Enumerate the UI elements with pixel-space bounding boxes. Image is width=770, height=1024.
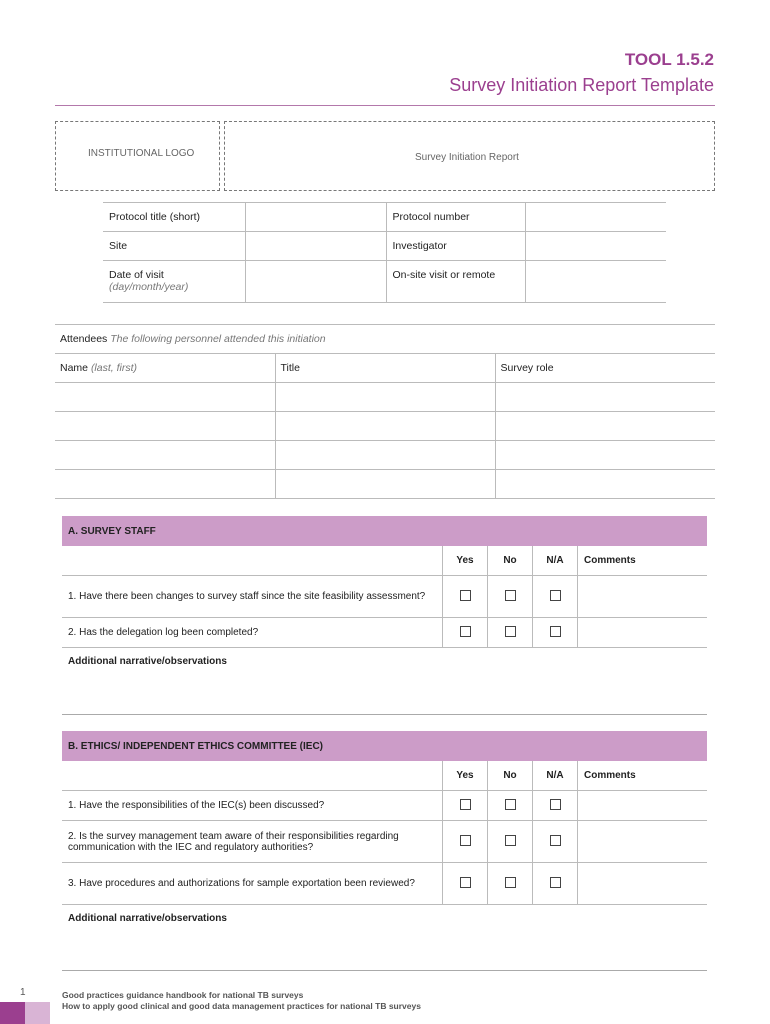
attendee-role-field[interactable] xyxy=(495,470,715,499)
comments-field[interactable] xyxy=(578,618,708,648)
na-checkbox[interactable] xyxy=(550,877,561,888)
section-b-narrative-label: Additional narrative/observations xyxy=(68,913,227,924)
question-text: 2. Has the delegation log been completed? xyxy=(62,618,443,648)
attendee-row xyxy=(55,412,715,441)
na-column-header: N/A xyxy=(533,761,578,791)
investigator-label: Investigator xyxy=(386,232,525,261)
yes-checkbox[interactable] xyxy=(460,590,471,601)
role-column-header: Survey role xyxy=(495,354,715,383)
no-checkbox[interactable] xyxy=(505,877,516,888)
protocol-table xyxy=(103,202,666,303)
attendee-row xyxy=(55,383,715,412)
report-title-box xyxy=(224,121,715,191)
attendee-role-field[interactable] xyxy=(495,441,715,470)
attendee-role-field[interactable] xyxy=(495,412,715,441)
footer-accent-light xyxy=(25,1002,50,1024)
section-a-title: A. SURVEY STAFF xyxy=(68,526,156,537)
attendee-row xyxy=(55,470,715,499)
no-column-header: No xyxy=(488,761,533,791)
protocol-number-label: Protocol number xyxy=(386,203,525,232)
question-row xyxy=(62,821,707,863)
tool-number: TOOL 1.5.2 xyxy=(624,50,714,69)
yes-checkbox[interactable] xyxy=(460,835,471,846)
protocol-title-label: Protocol title (short) xyxy=(103,203,245,232)
investigator-field[interactable] xyxy=(525,232,666,261)
attendee-title-field[interactable] xyxy=(275,470,495,499)
attendees-label: Attendees xyxy=(60,333,108,345)
header-divider xyxy=(55,105,715,106)
date-of-visit-label: Date of visit xyxy=(109,269,164,281)
attendee-name-field[interactable] xyxy=(55,412,275,441)
yes-checkbox[interactable] xyxy=(460,799,471,810)
question-column-header xyxy=(62,761,443,791)
page-number: 1 xyxy=(20,987,26,998)
question-text: 1. Have there been changes to survey staff since the site feasibility assessment? xyxy=(62,576,443,618)
attendee-title-field[interactable] xyxy=(275,383,495,412)
question-row xyxy=(62,576,707,618)
yes-checkbox[interactable] xyxy=(460,626,471,637)
document-title: Survey Initiation Report Template xyxy=(449,75,714,95)
section-a-narrative-rule xyxy=(62,714,707,715)
attendee-row xyxy=(55,441,715,470)
protocol-number-field[interactable] xyxy=(525,203,666,232)
section-b-title: B. ETHICS/ INDEPENDENT ETHICS COMMITTEE (IEC) xyxy=(68,741,324,752)
question-text: 3. Have procedures and authorizations for sample exportation been reviewed? xyxy=(62,863,443,905)
na-checkbox[interactable] xyxy=(550,799,561,810)
footer-line-2: How to apply good clinical and good data management practices for national TB surveys xyxy=(62,1001,421,1011)
section-a-header xyxy=(62,516,707,546)
na-column-header: N/A xyxy=(533,546,578,576)
no-checkbox[interactable] xyxy=(505,799,516,810)
question-row xyxy=(62,863,707,905)
no-checkbox[interactable] xyxy=(505,835,516,846)
attendee-title-field[interactable] xyxy=(275,412,495,441)
question-text: 1. Have the responsibilities of the IEC(s) been discussed? xyxy=(62,791,443,821)
report-title-text: Survey Initiation Report xyxy=(415,152,519,163)
no-checkbox[interactable] xyxy=(505,626,516,637)
question-column-header xyxy=(62,546,443,576)
yes-column-header: Yes xyxy=(443,761,488,791)
footer-divider xyxy=(62,970,707,971)
attendees-note: The following personnel attended this initiation xyxy=(110,333,326,345)
title-column-header: Title xyxy=(275,354,495,383)
yes-checkbox[interactable] xyxy=(460,877,471,888)
date-format-hint: (day/month/year) xyxy=(109,281,189,293)
question-text: 2. Is the survey management team aware of their responsibilities regarding communication with the IEC and regulatory authorities? xyxy=(62,821,443,863)
question-row xyxy=(62,618,707,648)
name-header-label: Name xyxy=(60,362,89,374)
question-row xyxy=(62,791,707,821)
site-field[interactable] xyxy=(245,232,386,261)
comments-field[interactable] xyxy=(578,791,708,821)
logo-placeholder-text: INSTITUTIONAL LOGO xyxy=(88,148,195,159)
onsite-label: On-site visit or remote xyxy=(386,261,525,303)
attendee-name-field[interactable] xyxy=(55,441,275,470)
comments-field[interactable] xyxy=(578,821,708,863)
comments-column-header: Comments xyxy=(578,761,708,791)
no-column-header: No xyxy=(488,546,533,576)
attendee-role-field[interactable] xyxy=(495,383,715,412)
site-label: Site xyxy=(103,232,245,261)
institutional-logo-box xyxy=(55,121,220,191)
date-of-visit-cell xyxy=(103,261,245,303)
protocol-title-field[interactable] xyxy=(245,203,386,232)
comments-field[interactable] xyxy=(578,863,708,905)
name-header-note: (last, first) xyxy=(90,362,138,374)
na-checkbox[interactable] xyxy=(550,835,561,846)
attendee-name-field[interactable] xyxy=(55,383,275,412)
date-of-visit-field[interactable] xyxy=(245,261,386,303)
onsite-field[interactable] xyxy=(525,261,666,303)
attendee-title-field[interactable] xyxy=(275,441,495,470)
na-checkbox[interactable] xyxy=(550,590,561,601)
na-checkbox[interactable] xyxy=(550,626,561,637)
footer-line-1: Good practices guidance handbook for national TB surveys xyxy=(62,990,304,1000)
section-a-table xyxy=(62,546,707,648)
section-a-narrative-label: Additional narrative/observations xyxy=(68,656,227,667)
section-b-table xyxy=(62,761,707,905)
section-b-header xyxy=(62,731,707,761)
name-column-header xyxy=(55,354,275,383)
comments-field[interactable] xyxy=(578,576,708,618)
attendees-table xyxy=(55,324,715,499)
attendees-heading xyxy=(55,325,715,354)
yes-column-header: Yes xyxy=(443,546,488,576)
attendee-name-field[interactable] xyxy=(55,470,275,499)
no-checkbox[interactable] xyxy=(505,590,516,601)
footer-accent-dark xyxy=(0,1002,25,1024)
comments-column-header: Comments xyxy=(578,546,708,576)
